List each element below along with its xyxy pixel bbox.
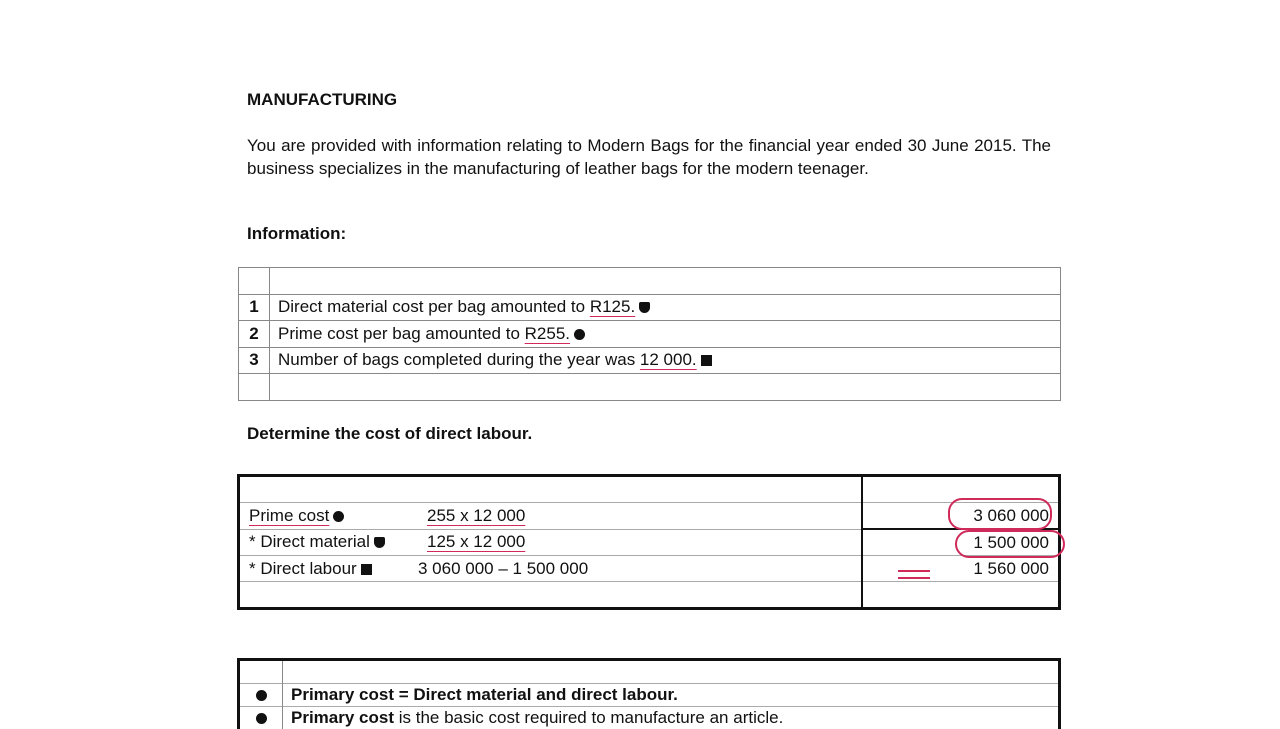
- shield-marker-icon: [639, 302, 650, 313]
- information-heading: Information:: [247, 224, 346, 244]
- calculation-table: [237, 474, 1061, 610]
- square-marker-icon: [701, 355, 712, 366]
- calc-row: Prime cost 255 x 12 000 3 060 000: [239, 503, 1060, 530]
- info-value: R125.: [590, 297, 635, 316]
- notes-table: [237, 658, 1061, 729]
- question-heading: Determine the cost of direct labour.: [247, 424, 532, 444]
- pen-circle-annotation: [948, 498, 1052, 530]
- bubble-marker-icon: [256, 690, 267, 701]
- note-row: Primary cost = Direct material and direct labour.: [239, 684, 1060, 707]
- info-row: 1 Direct material cost per bag amounted to R125.: [239, 294, 1061, 321]
- bubble-marker-icon: [256, 713, 267, 724]
- pen-equals-annotation: [898, 577, 930, 579]
- info-value: 12 000.: [640, 350, 697, 369]
- shield-marker-icon: [374, 537, 385, 548]
- bubble-marker-icon: [333, 511, 344, 522]
- info-row: 3 Number of bags completed during the year was 12 000.: [239, 347, 1061, 374]
- bubble-marker-icon: [574, 329, 585, 340]
- document-title: MANUFACTURING: [247, 90, 397, 110]
- square-marker-icon: [361, 564, 372, 575]
- info-value: R255.: [525, 324, 570, 343]
- calc-row: * Direct material 125 x 12 000 1 500 000: [239, 529, 1060, 556]
- pen-circle-annotation: [955, 530, 1065, 558]
- note-row: Primary cost is the basic cost required to manufacture an article.: [239, 707, 1060, 729]
- calc-row: * Direct labour 3 060 000 – 1 500 000 1 560 000: [239, 556, 1060, 582]
- intro-paragraph: You are provided with information relating to Modern Bags for the financial year ended 30 June 2015. The business specializes in the manufacturing of leather bags for the modern teenager.: [247, 135, 1051, 180]
- information-table: [238, 267, 1061, 401]
- pen-equals-annotation: [898, 570, 930, 572]
- info-row: 2 Prime cost per bag amounted to R255.: [239, 321, 1061, 348]
